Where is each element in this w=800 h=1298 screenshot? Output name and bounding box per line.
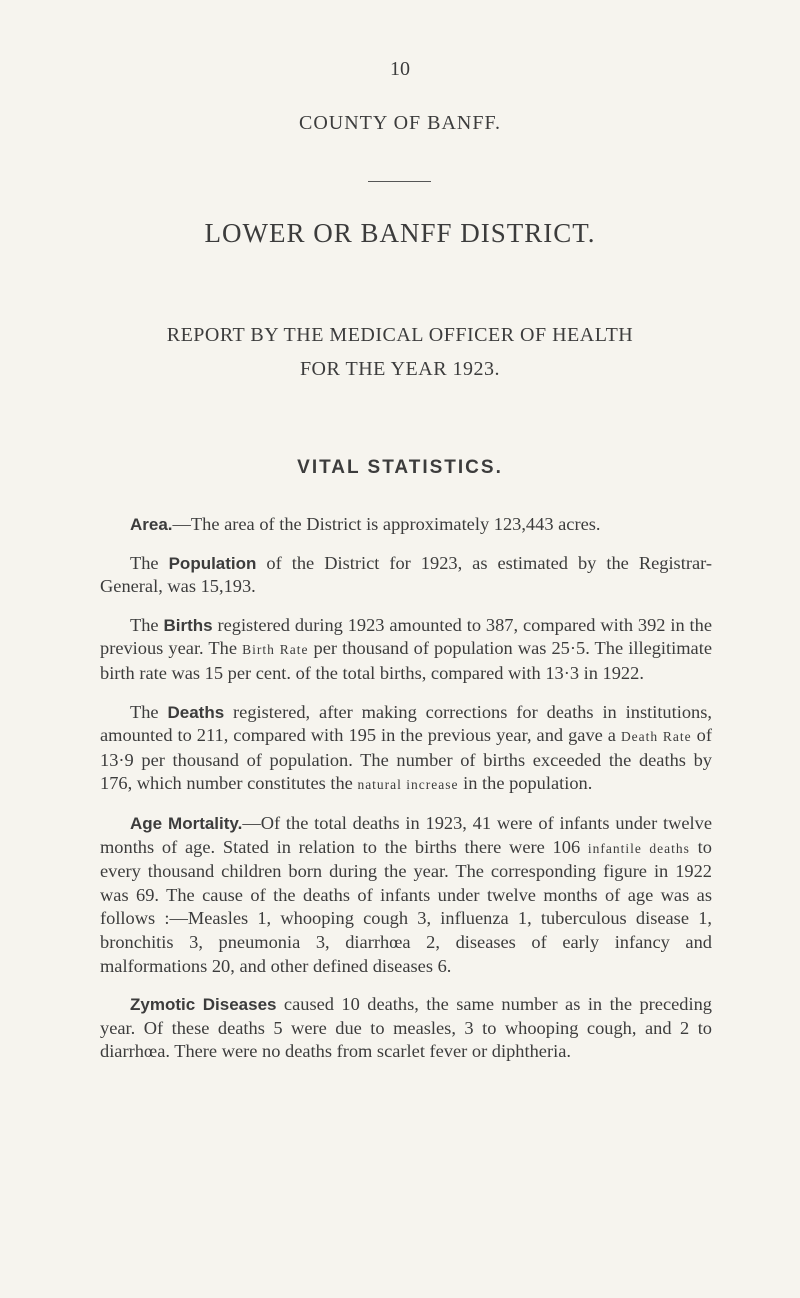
deaths-pre: The <box>130 701 168 722</box>
report-title <box>0 318 800 386</box>
report-title-line-1: REPORT BY THE MEDICAL OFFICER OF HEALTH <box>166 324 634 346</box>
section-title: VITAL STATISTICS. <box>297 457 503 478</box>
death-rate-term: Death Rate <box>620 729 692 745</box>
zymotic-paragraph <box>100 993 712 1064</box>
age-mortality-paragraph <box>100 812 712 978</box>
population-text: of the District for 1923, as estimated by the Registrar-General, was 15,193. <box>100 552 712 597</box>
district-title: LOWER OR BANFF DISTRICT. <box>204 218 596 248</box>
population-pre: The <box>130 552 169 573</box>
births-paragraph <box>100 614 712 686</box>
age-mortality-text-2: to every thousand children born during the year. The corresponding figure in 1922 was 69. The cause of the deaths of infants under twelve months of age was as follows :—Measles 1, whooping cough 3, influenza 1, tuberculous disease 1, bronchitis 3, pneumonia 3, diarrhœa 2, diseases of early infancy and malformations 20, and other defined diseases 6. <box>100 836 712 976</box>
births-heading: Births <box>163 615 213 635</box>
infantile-deaths-term: infantile deaths <box>587 840 690 856</box>
births-text-2: per thousand of population was 25·5. The illegitimate birth rate was 15 per cent. of the total births, compared with 13·3 in 1922. <box>100 638 712 683</box>
zymotic-text: caused 10 deaths, the same number as in the preceding year. Of these deaths 5 were due to measles, 3 to whooping cough, and 2 to diarrhœa. There were no deaths from scarlet fever or diphtheria. <box>100 994 712 1062</box>
report-body <box>100 513 712 1079</box>
county-heading: COUNTY OF BANFF. <box>298 112 502 134</box>
deaths-text-2: of 13·9 per thousand of population. The number of births exceeded the deaths by 176, which number constitutes the <box>100 725 712 794</box>
deaths-text-1: registered, after making corrections for deaths in institutions, amounted to 211, compared with 195 in the previous year, and gave a <box>100 701 712 746</box>
report-title-line-2: FOR THE YEAR 1923. <box>299 358 501 380</box>
births-text-1: registered during 1923 amounted to 387, compared with 392 in the previous year. The <box>100 614 712 659</box>
natural-increase-term: natural increase <box>357 777 459 793</box>
page-number: 10 <box>390 58 410 80</box>
deaths-text-3: in the population. <box>458 773 593 794</box>
age-mortality-heading: Age Mortality. <box>130 813 243 833</box>
age-mortality-text-1: —Of the total deaths in 1923, 41 were of infants under twelve months of age. Stated in relation to the births there were 106 <box>100 812 713 857</box>
population-paragraph <box>100 552 712 599</box>
deaths-paragraph <box>100 701 712 797</box>
deaths-heading: Deaths <box>167 702 225 722</box>
area-paragraph <box>100 513 712 537</box>
area-heading: Area. <box>130 515 173 534</box>
zymotic-heading: Zymotic Diseases <box>130 995 277 1015</box>
birth-rate-term: Birth Rate <box>242 642 309 658</box>
births-pre: The <box>130 614 164 635</box>
divider-rule <box>368 181 431 182</box>
population-heading: Population <box>168 553 257 573</box>
area-text: —The area of the District is approximately 123,443 acres. <box>172 514 601 534</box>
